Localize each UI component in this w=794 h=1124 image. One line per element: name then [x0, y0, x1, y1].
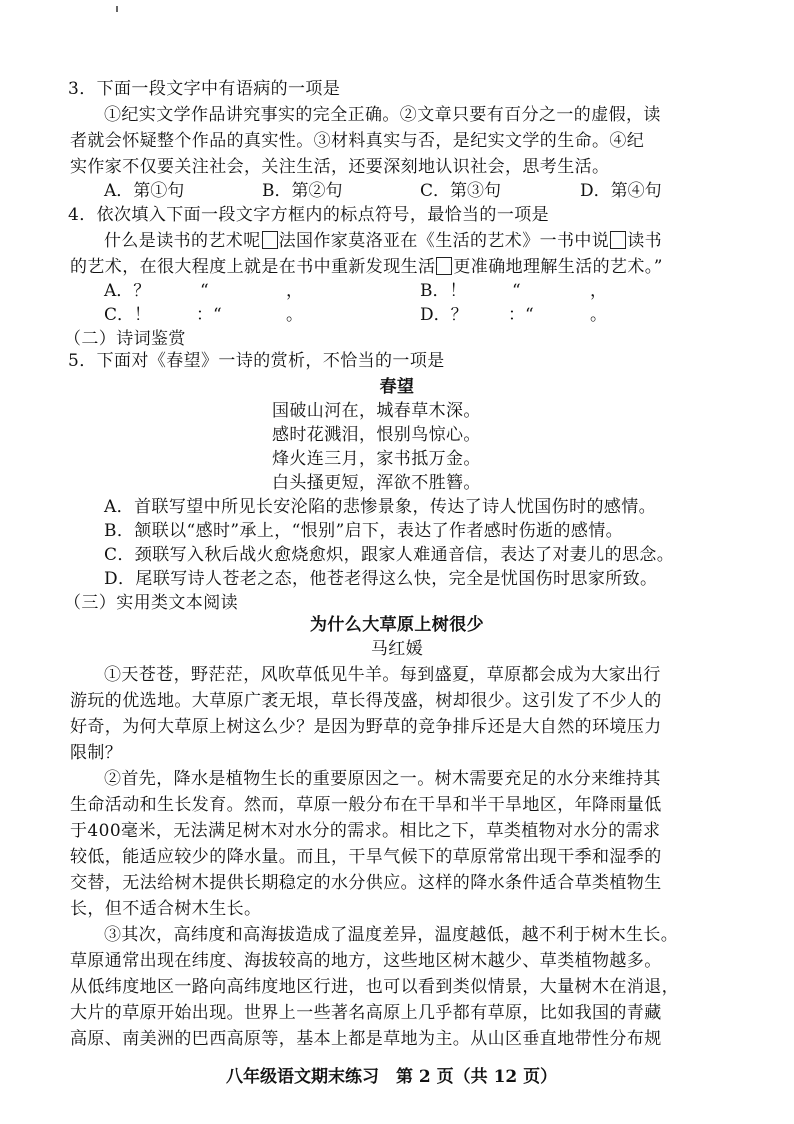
page-footer: 八年级语文期末练习 第 2 页（共 12 页）: [226, 1067, 558, 1087]
question-3-option-c: C．第③句: [420, 181, 502, 201]
paragraph-line: ②首先，降水是植物生长的重要原因之一。树木需要充足的水分来维持其: [104, 769, 661, 789]
question-5-stem: 5．下面对《春望》一诗的赏析，不恰当的一项是: [68, 351, 445, 371]
question-3-text-line: 实作家不仅要关注社会，关注生活，还要深刻地认识社会，思考生活。: [70, 157, 610, 177]
section-heading: （三）实用类文本阅读: [64, 593, 238, 613]
poem-line: 感时花溅泪，恨别鸟惊心。: [272, 425, 481, 445]
paragraph-line: 交替，无法给树木提供长期稳定的水分供应。这样的降水条件适合草类植物生: [70, 873, 662, 893]
paragraph-line: 生命活动和生长发育。然而，草原一般分布在干旱和半干旱地区，年降雨量低: [70, 795, 662, 815]
paragraph-line: 较低，能适应较少的降水量。而且，干旱气候下的草原常常出现干季和湿季的: [70, 847, 662, 867]
blank-box: [262, 231, 278, 249]
poem-line: 国破山河在，城春草木深。: [272, 401, 481, 421]
paragraph-line: 限制？: [70, 743, 123, 763]
question-5-option-b: B．颔联以“感时”承上，“恨别”启下，表达了作者感时伤逝的感情。: [104, 521, 624, 541]
question-5-option-c: C．颈联写入秋后战火愈烧愈炽，跟家人难通音信，表达了对妻儿的思念。: [104, 545, 675, 565]
paragraph-line: 高原、南美洲的巴西高原等，基本上都是草地为主。从山区垂直地带性分布规: [70, 1029, 662, 1049]
paragraph-line: 大片的草原开始出现。世界上一些著名高原上几乎都有草原，比如我国的青藏: [70, 1003, 662, 1023]
question-4-option-c: C．！: [104, 305, 152, 325]
paragraph-line: ①天苍苍，野茫茫，风吹草低见牛羊。每到盛夏，草原都会成为大家出行: [104, 665, 661, 685]
question-4-option-a: A．？: [104, 281, 151, 301]
paragraph-line: 长，但不适合树木生长。: [70, 899, 262, 919]
exam-page: 3．下面一段文字中有语病的一项是 ①纪实文学作品讲究事实的完全正确。②文章只要有百分之一的虚假，读 者就会怀疑整个作品的真实性。③材料真实与否，是纪实文学的生命。④纪 实作家不仅要关注社会，关注生活，还要深刻地认识社会，思考生活。 A．第①句 B．第②句 C．第③句 D．第④句 4．依次填入下面一段文字方框内的标点符号，最恰当的一项是 什么是读书的艺术呢 法国作家莫洛亚在《生活的艺术》一书中说 读书 的艺术，在很大程度上就是在书中重新发现生活 更准确地理解生活的艺术。” A．？ “ ， B．！ “ ， C．！ ：“ 。 D．？ ：“ 。 （二）诗词鉴赏 5．下面对《春望》一诗的赏析，不恰当的一项是 春望 国破山河在，城春草木深。 感时花溅泪，恨别鸟惊心。 烽火连三月，家书抵万金。 白头搔更短，浑欲不胜簪。 A．首联写望中所见长安沦陷的悲惨景象，传达了诗人忧国伤时的感情。 B．颔联以“感时”承上，“恨别”启下，表达了作者感时伤逝的感情。 C．颈联写入秋后战火愈烧愈炽，跟家人难通音信，表达了对妻儿的思念。 D．尾联写诗人苍老之态，他苍老得这么快，完全是忧国伤时思家所致。 （三）实用类文本阅读 为什么大草原上树很少 马红媛 ①天苍苍，野茫茫，风吹草低见牛羊。每到盛夏，草原都会成为大家出行 游玩的优选地。大草原广袤无垠，草长得茂盛，树却很少。这引发了不少人的 好奇，为何大草原上树这么少？是因为野草的竞争排斥还是大自然的环境压力 限制？ ②首先，降水是植物生长的重要原因之一。树木需要充足的水分来维持其 生命活动和生长发育。然而，草原一般分布在干旱和半干旱地区，年降雨量低 于400毫米，无法满足树木对水分的需求。相比之下，草类植物对水分的需求 较低，能适应较少的降水量。而且，干旱气候下的草原常常出现干季和湿季的 交替，无法给树木提供长期稳定的水分供应。这样的降水条件适合草类植物生 长，但不适合树木生长。 ③其次，高纬度和高海拔造成了温度差异，温度越低，越不利于树木生长。 草原通常出现在纬度、海拔较高的地方，这些地区树木越少、草类植物越多。 从低纬度地区一路向高纬度地区行进，也可以看到类似情景，大量树木在消退， 大片的草原开始出现。世界上一些著名高原上几乎都有草原，比如我国的青藏 高原、南美洲的巴西高原等，基本上都是草地为主。从山区垂直地带性分布规 八年级语文期末练习 第 2 页（共 12 页）: [0, 0, 794, 1124]
blank-box: [436, 257, 452, 275]
paragraph-line: 草原通常出现在纬度、海拔较高的地方，这些地区树木越少、草类植物越多。: [70, 951, 662, 971]
section-heading: （二）诗词鉴赏: [64, 329, 186, 349]
question-5-option-a: A．首联写望中所见长安沦陷的悲惨景象，传达了诗人忧国伤时的感情。: [104, 497, 657, 517]
question-3-option-d: D．第④句: [580, 181, 662, 201]
article-title: 为什么大草原上树很少: [310, 615, 484, 635]
paragraph-line: 游玩的优选地。大草原广袤无垠，草长得茂盛，树却很少。这引发了不少人的: [70, 691, 662, 711]
question-4-text-line: 什么是读书的艺术呢 法国作家莫洛亚在《生活的艺术》一书中说 读书: [104, 231, 663, 251]
poem-line: 白头搔更短，浑欲不胜簪。: [272, 473, 481, 493]
blank-box: [610, 231, 626, 249]
question-4-option-d: D．？: [420, 305, 468, 325]
poem-line: 烽火连三月，家书抵万金。: [272, 449, 481, 469]
question-3-text-line: ①纪实文学作品讲究事实的完全正确。②文章只要有百分之一的虚假，读: [104, 105, 661, 125]
question-4-text-line: 的艺术，在很大程度上就是在书中重新发现生活 更准确地理解生活的艺术。”: [70, 257, 663, 277]
poem-title: 春望: [379, 377, 415, 397]
scan-mark: [116, 6, 118, 12]
paragraph-line: 于400毫米，无法满足树木对水分的需求。相比之下，草类植物对水分的需求: [70, 821, 661, 841]
paragraph-line: ③其次，高纬度和高海拔造成了温度差异，温度越低，越不利于树木生长。: [104, 925, 679, 945]
question-4-stem: 4．依次填入下面一段文字方框内的标点符号，最恰当的一项是: [68, 205, 550, 225]
question-3-option-a: A．第①句: [104, 181, 185, 201]
question-4-option-b: B．！: [420, 281, 467, 301]
paragraph-line: 好奇，为何大草原上树这么少？是因为野草的竞争排斥还是大自然的环境压力: [70, 717, 662, 737]
question-3-option-b: B．第②句: [262, 181, 343, 201]
question-3-stem: 3．下面一段文字中有语病的一项是: [68, 79, 341, 99]
paragraph-line: 从低纬度地区一路向高纬度地区行进，也可以看到类似情景，大量树木在消退，: [70, 977, 679, 997]
question-5-option-d: D．尾联写诗人苍老之态，他苍老得这么快，完全是忧国伤时思家所致。: [104, 569, 658, 589]
question-3-text-line: 者就会怀疑整个作品的真实性。③材料真实与否，是纪实文学的生命。④纪: [70, 131, 645, 151]
article-author: 马红媛: [370, 639, 424, 659]
